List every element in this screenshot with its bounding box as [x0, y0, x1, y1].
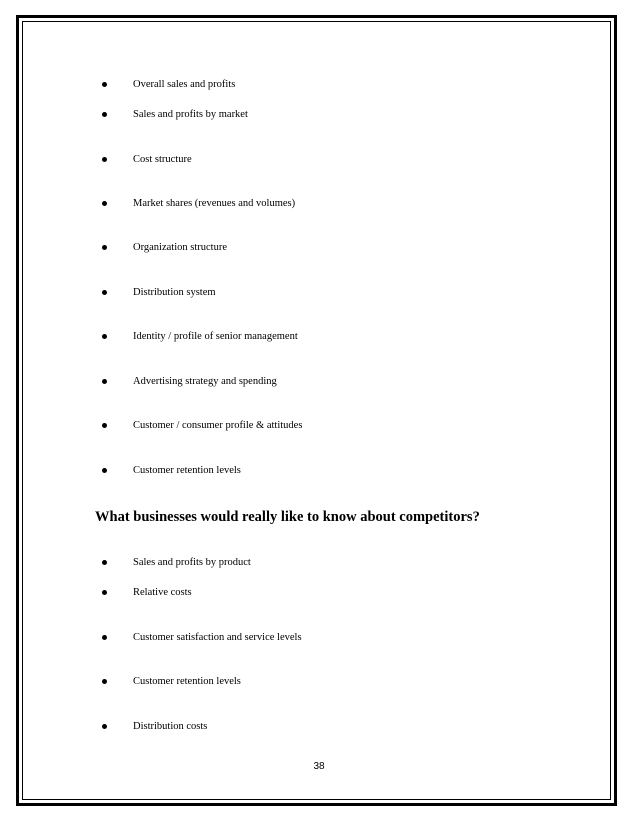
list-item-text: Advertising strategy and spending [133, 376, 277, 387]
bullet-icon [102, 290, 107, 295]
page-border-inner [22, 21, 611, 800]
list-item-text: Customer retention levels [133, 465, 241, 476]
bullet-icon [102, 112, 107, 117]
list-item-text: Sales and profits by product [133, 557, 251, 568]
bullet-icon [102, 201, 107, 206]
list-item-text: Customer retention levels [133, 676, 241, 687]
list-item-text: Overall sales and profits [133, 79, 236, 90]
bullet-icon [102, 590, 107, 595]
bullet-icon [102, 724, 107, 729]
bullet-icon [102, 82, 107, 87]
list-item-text: Sales and profits by market [133, 109, 248, 120]
bullet-icon [102, 423, 107, 428]
list-item-text: Customer satisfaction and service levels [133, 632, 302, 643]
bullet-icon [102, 635, 107, 640]
list-item-text: Market shares (revenues and volumes) [133, 198, 296, 209]
bullet-icon [102, 560, 107, 565]
list-item-text: Distribution costs [133, 721, 208, 732]
list-item-text: Cost structure [133, 154, 192, 165]
bullet-icon [102, 468, 107, 473]
bullet-icon [102, 334, 107, 339]
list-item-text: Distribution system [133, 287, 216, 298]
list-item-text: Relative costs [133, 587, 192, 598]
list-item-text: Customer / consumer profile & attitudes [133, 420, 303, 431]
bullet-icon [102, 245, 107, 250]
bullet-icon [102, 157, 107, 162]
list-item-text: Identity / profile of senior management [133, 331, 298, 342]
list-item-text: Organization structure [133, 242, 227, 253]
bullet-icon [102, 379, 107, 384]
section-heading: What businesses would really like to know about competitors? [95, 509, 480, 525]
bullet-icon [102, 679, 107, 684]
page-number: 38 [313, 761, 325, 772]
